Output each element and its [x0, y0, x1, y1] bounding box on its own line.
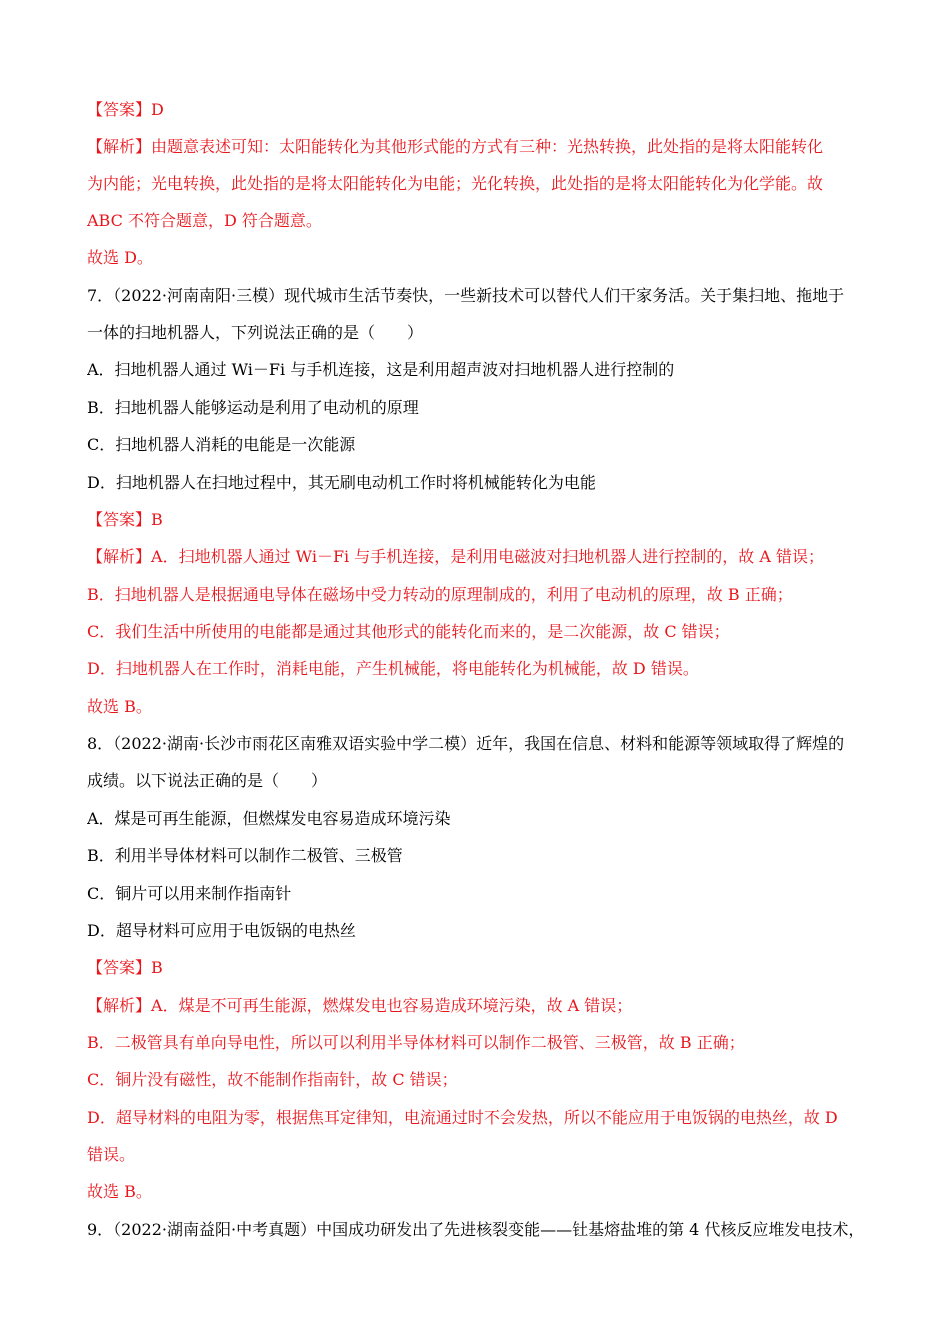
- q8-stem-line: 成绩。以下说法正确的是（ ）: [87, 771, 328, 790]
- q7-answer: [87, 509, 867, 531]
- q8-conclusion: 故选 B。: [87, 1182, 152, 1201]
- q8-analysis-line: D．超导材料的电阻为零，根据焦耳定律知，电流通过时不会发热，所以不能应用于电饭锅的电热丝，故 D: [87, 1108, 838, 1127]
- q8-option-b: B．利用半导体材料可以制作二极管、三极管: [87, 846, 403, 865]
- analysis-text: A．煤是不可再生能源，燃煤发电也容易造成环境污染，故 A 错误；: [151, 996, 633, 1015]
- answer-label: 【答案】: [87, 510, 152, 529]
- q7-conclusion: 故选 B。: [87, 697, 152, 716]
- analysis-label: 【解析】: [87, 137, 152, 156]
- q8-analysis-line: C．铜片没有磁性，故不能制作指南针，故 C 错误；: [87, 1070, 458, 1089]
- answer-value: B: [151, 510, 163, 529]
- q8-analysis-line: B．二极管具有单向导电性，所以可以利用半导体材料可以制作二极管、三极管，故 B 正确；: [87, 1033, 745, 1052]
- analysis-label: 【解析】: [87, 996, 152, 1015]
- q8-option-c: C．铜片可以用来制作指南针: [87, 884, 292, 903]
- q7-option-b: B．扫地机器人能够运动是利用了电动机的原理: [87, 398, 419, 417]
- q7-option-c: C．扫地机器人消耗的电能是一次能源: [87, 435, 356, 454]
- answer-label: 【答案】: [87, 100, 152, 119]
- q9-stem-line: 9．（2022·湖南益阳·中考真题）中国成功研发出了先进核裂变能——钍基熔盐堆的第 4 代核反应堆发电技术，: [87, 1220, 865, 1239]
- q8-analysis-line: [87, 995, 867, 1017]
- answer-value: D: [151, 100, 164, 119]
- q7-option-a: A．扫地机器人通过 Wi－Fi 与手机连接，这是利用超声波对扫地机器人进行控制的: [87, 360, 675, 379]
- q6-analysis-line: 为内能；光电转换，此处指的是将太阳能转化为电能；光化转换，此处指的是将太阳能转化为化学能。故: [87, 174, 824, 193]
- q6-analysis-line: [87, 136, 867, 158]
- analysis-text: A．扫地机器人通过 Wi－Fi 与手机连接，是利用电磁波对扫地机器人进行控制的，故 A 错误；: [151, 547, 824, 566]
- q7-analysis-line: D．扫地机器人在工作时，消耗电能，产生机械能，将电能转化为机械能，故 D 错误。: [87, 659, 699, 678]
- q8-answer: [87, 957, 867, 979]
- q8-option-a: A．煤是可再生能源，但燃煤发电容易造成环境污染: [87, 809, 451, 828]
- q7-analysis-line: C．我们生活中所使用的电能都是通过其他形式的能转化而来的，是二次能源，故 C 错误；: [87, 622, 730, 641]
- q8-analysis-line: 错误。: [87, 1145, 136, 1164]
- q7-stem-line: 7．（2022·河南南阳·三模）现代城市生活节奏快，一些新技术可以替代人们干家务活。关于集扫地、拖地于: [87, 286, 845, 305]
- q7-option-d: D．扫地机器人在扫地过程中，其无刷电动机工作时将机械能转化为电能: [87, 473, 596, 492]
- answer-value: B: [151, 958, 163, 977]
- q8-option-d: D．超导材料可应用于电饭锅的电热丝: [87, 921, 356, 940]
- q6-answer: [87, 99, 867, 121]
- analysis-text: 由题意表述可知：太阳能转化为其他形式能的方式有三种：光热转换，此处指的是将太阳能转化: [151, 137, 824, 156]
- q7-analysis-line: [87, 546, 867, 568]
- q7-stem-line: 一体的扫地机器人，下列说法正确的是（ ）: [87, 323, 424, 342]
- analysis-label: 【解析】: [87, 547, 152, 566]
- q8-stem-line: 8．（2022·湖南·长沙市雨花区南雅双语实验中学二模）近年，我国在信息、材料和能源等领域取得了辉煌的: [87, 734, 845, 753]
- q6-conclusion: 故选 D。: [87, 248, 153, 267]
- answer-label: 【答案】: [87, 958, 152, 977]
- q7-analysis-line: B．扫地机器人是根据通电导体在磁场中受力转动的原理制成的，利用了电动机的原理，故 B 正确；: [87, 585, 793, 604]
- q6-analysis-line: ABC 不符合题意，D 符合题意。: [87, 211, 322, 230]
